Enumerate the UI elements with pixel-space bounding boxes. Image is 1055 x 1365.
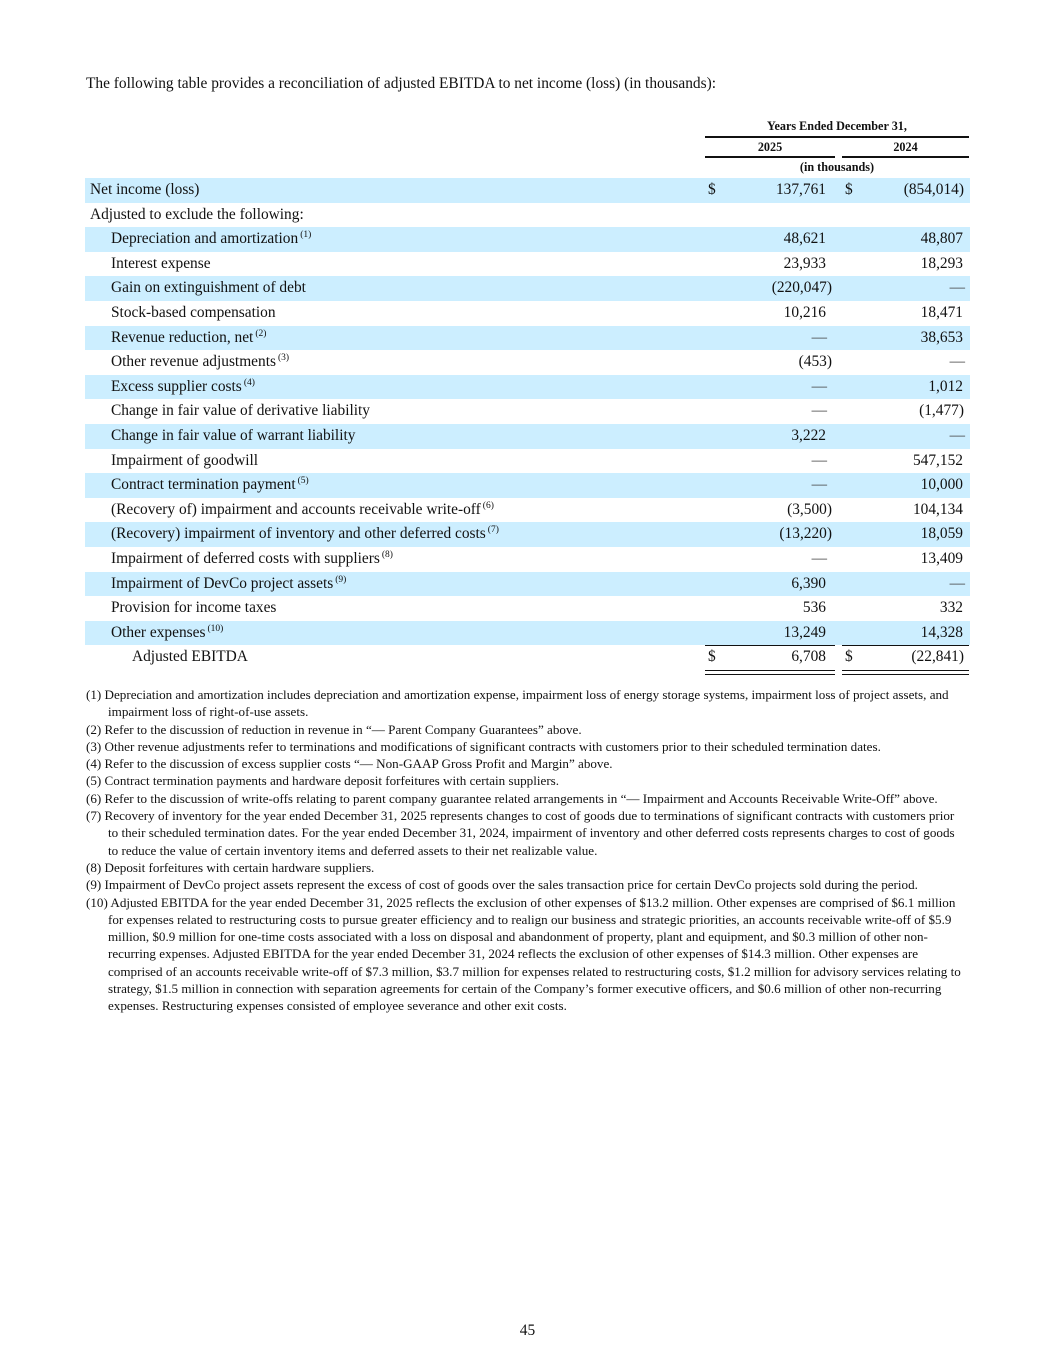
- row-label-text: Excess supplier costs: [111, 377, 242, 395]
- table-row-adjustments-heading: [85, 203, 970, 228]
- value-2024: (22,841): [911, 648, 964, 666]
- value-2025: 23,933: [783, 254, 826, 272]
- row-label: Net income (loss): [90, 181, 200, 198]
- footnote-ref: (4): [243, 377, 255, 388]
- table-row: [85, 449, 970, 474]
- row-label: [111, 375, 255, 402]
- footnote-ref: (1): [300, 230, 312, 241]
- column-header-2025: 2025: [705, 138, 835, 158]
- table-row: [85, 596, 970, 621]
- currency-symbol: $: [845, 181, 853, 198]
- footnote-ref: (7): [487, 525, 499, 536]
- footnote-ref: (2): [255, 328, 267, 339]
- table-row-net-income: [85, 178, 970, 203]
- row-label: Change in fair value of warrant liability: [111, 426, 356, 444]
- table-row: [85, 547, 970, 572]
- value-2025: 536: [802, 599, 826, 617]
- intro-paragraph: The following table provides a reconciliation of adjusted EBITDA to net income (loss) (in thousands):: [86, 75, 717, 92]
- row-label: Interest expense: [111, 254, 211, 272]
- value-2024: 1,012: [928, 377, 963, 395]
- row-label: Provision for income taxes: [111, 599, 277, 617]
- table-row: [85, 621, 970, 646]
- value-2025: —: [811, 377, 827, 395]
- value-2024: 18,059: [920, 525, 963, 543]
- footnote-10: (10) Adjusted EBITDA for the year ended December 31, 2025 reflects the exclusion of other expenses of $13.2 million. Other expenses are comprised of $6.1 million for expenses related to restructuring costs to pursue greater efficiency and to realign our business and strategic priorities, an accounts receivable write-off of $5.9 million, $0.9 million for one-time costs associated with a loss on disposal and abandonment of property, plant and equipment, and $0.3 million of other non-recurring expenses. Adjusted EBITDA for the year ended December 31, 2024 reflects the exclusion of other expenses of $14.3 million. Other expenses are comprised of an accounts receivable write-off of $7.3 million, $3.7 million for expenses related to restructuring costs, $1.2 million for advisory services relating to strategy, $1.5 million in connection with separation agreements for certain of the Company’s former executive officers, and $0.6 million of other non-recurring expenses. Restructuring expenses consisted of employee severance and other exit costs.: [86, 894, 961, 1014]
- footnote-ref: (8): [381, 549, 393, 560]
- row-label: [111, 473, 309, 500]
- value-2024: —: [949, 279, 965, 297]
- value-2025: 3,222: [791, 426, 826, 444]
- total-double-rule: [842, 670, 969, 675]
- row-label-text: Other expenses: [111, 623, 206, 641]
- table-row: [85, 276, 970, 301]
- value-2025: 48,621: [783, 230, 826, 248]
- value-2024: —: [949, 353, 965, 371]
- table-row: [85, 301, 970, 326]
- value-2025: (453): [798, 353, 832, 371]
- row-label-text: Impairment of deferred costs with suppliers: [111, 549, 380, 567]
- row-label-text: Impairment of DevCo project assets: [111, 574, 334, 592]
- value-2024: 547,152: [912, 451, 963, 469]
- table-row: [85, 424, 970, 449]
- table-row: [85, 572, 970, 597]
- value-2025: —: [811, 476, 827, 494]
- value-2025: (3,500): [787, 500, 832, 518]
- footnote-ref: (3): [277, 353, 290, 364]
- value-2024: 18,293: [920, 254, 963, 272]
- value-2025: 10,216: [783, 303, 826, 321]
- value-2025: —: [811, 549, 827, 567]
- row-label-text: (Recovery of) impairment and accounts receivable write-off: [111, 500, 481, 518]
- value-2025: —: [811, 328, 827, 346]
- table-row-adjusted-ebitda-total: [85, 645, 970, 670]
- value-2024: 10,000: [920, 476, 963, 494]
- footnote-ref: (6): [482, 500, 494, 511]
- table-row: [85, 326, 970, 351]
- row-label: [111, 227, 311, 254]
- units-header: (in thousands): [799, 160, 875, 174]
- row-label: [111, 498, 494, 525]
- total-double-rule: [705, 670, 835, 675]
- value-2024: —: [949, 426, 965, 444]
- currency-symbol: $: [708, 648, 716, 666]
- value-2025: —: [811, 402, 827, 420]
- footnote-ref: (9): [335, 574, 347, 585]
- value-2024: 18,471: [920, 303, 963, 321]
- value-2025: —: [811, 451, 827, 469]
- value-2024: 332: [939, 599, 963, 617]
- row-label-text: Other revenue adjustments: [111, 353, 276, 371]
- footnote-5: (5) Contract termination payments and hardware deposit forfeitures with certain suppliers.: [86, 773, 560, 789]
- currency-symbol: $: [708, 181, 716, 198]
- row-label: [111, 621, 223, 648]
- row-label: Adjusted EBITDA: [132, 648, 248, 666]
- value-2024: 13,409: [920, 549, 963, 567]
- row-label: [111, 572, 346, 599]
- value-2025: 6,708: [791, 648, 826, 666]
- value-2024: 104,134: [912, 500, 963, 518]
- footnote-7: (7) Recovery of inventory for the year ended December 31, 2025 represents changes to cost of goods due to terminations of significant contracts with customers prior to their scheduled termination dates. For the year ended December 31, 2024, impairment of inventory and other deferred costs represents charges to cost of goods to reduce the value of certain inventory items and deferred assets to their net realizable value.: [86, 808, 955, 858]
- value-2024: 38,653: [920, 328, 963, 346]
- value-2024: (1,477): [919, 402, 964, 420]
- value-2024: 48,807: [920, 230, 963, 248]
- footnote-2: (2) Refer to the discussion of reduction in revenue in “— Parent Company Guarantees” above.: [86, 721, 582, 737]
- value-2025: (13,220): [779, 525, 832, 543]
- value-2024: (854,014): [903, 181, 964, 198]
- footnote-ref: (5): [297, 476, 309, 487]
- footnotes: [86, 686, 966, 1015]
- row-label: Change in fair value of derivative liability: [111, 402, 370, 420]
- footnote-4: (4) Refer to the discussion of excess supplier costs “— Non-GAAP Gross Profit and Margin” above.: [86, 756, 613, 772]
- value-2025: 13,249: [783, 623, 826, 641]
- table-row: [85, 498, 970, 523]
- table-row: [85, 375, 970, 400]
- table-row: [85, 350, 970, 375]
- row-label: Stock-based compensation: [111, 303, 276, 321]
- currency-symbol: $: [845, 648, 853, 666]
- value-2025: 6,390: [791, 574, 826, 592]
- table-row: [85, 399, 970, 424]
- row-label: Adjusted to exclude the following:: [90, 205, 304, 223]
- row-label: Gain on extinguishment of debt: [111, 279, 306, 297]
- row-label: Impairment of goodwill: [111, 451, 259, 469]
- value-2024: 14,328: [920, 623, 963, 641]
- footnote-8: (8) Deposit forfeitures with certain hardware suppliers.: [86, 859, 375, 875]
- row-label: [111, 326, 266, 353]
- table-row: [85, 252, 970, 277]
- row-label: [111, 547, 393, 574]
- period-header: Years Ended December 31,: [705, 116, 969, 138]
- footnote-6: (6) Refer to the discussion of write-offs relating to parent company guarantee related arrangements in “— Impairment and Accounts Receivable Write-Off” above.: [86, 790, 938, 806]
- row-label: [111, 522, 499, 549]
- footnote-1: (1) Depreciation and amortization includes depreciation and amortization expense, impairment loss of energy storage systems, impairment loss of project assets, and impairment loss of right-of-use assets.: [86, 687, 949, 720]
- row-label: [111, 350, 289, 377]
- value-2025: 137,761: [775, 181, 826, 198]
- footnote-ref: (10): [207, 623, 224, 634]
- table-header: [85, 116, 970, 178]
- page-number: 45: [519, 1322, 536, 1339]
- column-header-2024: 2024: [842, 138, 969, 158]
- table-row: [85, 473, 970, 498]
- row-label-text: Depreciation and amortization: [111, 230, 299, 248]
- row-label-text: (Recovery) impairment of inventory and other deferred costs: [111, 525, 486, 543]
- value-2025: (220,047): [771, 279, 832, 297]
- table-row: [85, 522, 970, 547]
- footnote-9: (9) Impairment of DevCo project assets represent the excess of cost of goods over the sales transaction price for certain DevCo projects sold during the period.: [86, 877, 918, 893]
- ebitda-reconciliation-table: [85, 116, 970, 670]
- value-2024: —: [949, 574, 965, 592]
- row-label-text: Revenue reduction, net: [111, 328, 254, 346]
- row-label-text: Contract termination payment: [111, 476, 296, 494]
- footnote-3: (3) Other revenue adjustments refer to terminations and modifications of significant contracts with customers prior to their scheduled termination dates.: [86, 738, 881, 754]
- table-row: [85, 227, 970, 252]
